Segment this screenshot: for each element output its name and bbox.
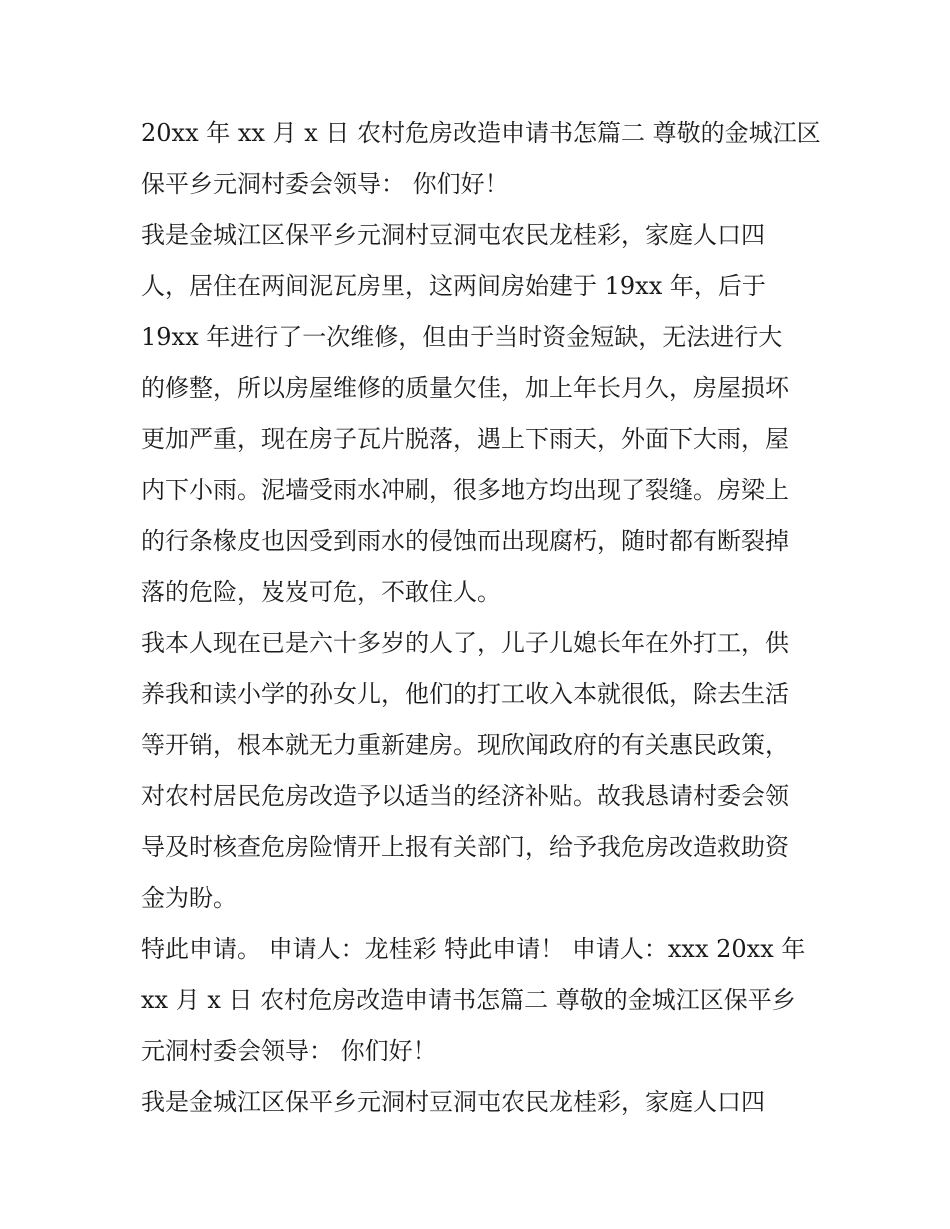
- text-line: 养我和读小学的孙女儿，他们的打工收入本就很低，除去生活: [141, 680, 789, 708]
- text-line: 等开销，根本就无力重新建房。现欣闻政府的有关惠民政策，: [141, 731, 789, 759]
- text-line: 我是金城江区保平乡元洞村豆洞屯农民龙桂彩，家庭人口四: [141, 1088, 765, 1116]
- text-line: 的行条椽皮也因受到雨水的侵蚀而出现腐朽，随时都有断裂掉: [141, 527, 789, 555]
- text-line: 落的危险，岌岌可危，不敢住人。: [141, 578, 501, 606]
- text-line: 我本人现在已是六十多岁的人了，儿子儿媳长年在外打工，供: [141, 629, 789, 657]
- text-line: 对农村居民危房改造予以适当的经济补贴。故我恳请村委会领: [141, 782, 789, 810]
- text-line: 导及时核查危房险情开上报有关部门，给予我危房改造救助资: [141, 833, 789, 861]
- text-line: 内下小雨。泥墙受雨水冲刷，很多地方均出现了裂缝。房梁上: [141, 476, 789, 504]
- document-body: [141, 108, 821, 1128]
- text-line: 19xx 年进行了一次维修，但由于当时资金短缺，无法进行大: [141, 323, 783, 351]
- text-line: 我是金城江区保平乡元洞村豆洞屯农民龙桂彩，家庭人口四: [141, 221, 765, 249]
- text-line: xx 月 x 日 农村危房改造申请书怎篇二 尊敬的金城江区保平乡: [141, 986, 796, 1014]
- text-line: 人，居住在两间泥瓦房里，这两间房始建于 19xx 年，后于: [141, 272, 766, 300]
- text-line: 的修整，所以房屋维修的质量欠佳，加上年长月久，房屋损坏: [141, 374, 789, 402]
- text-line: 20xx 年 xx 月 x 日 农村危房改造申请书怎篇二 尊敬的金城江区: [141, 119, 821, 147]
- text-line: 特此申请。 申请人：龙桂彩 特此申请！ 申请人：xxx 20xx 年: [141, 935, 806, 963]
- text-line: 更加严重，现在房子瓦片脱落，遇上下雨天，外面下大雨，屋: [141, 425, 789, 453]
- text-line: 金为盼。: [141, 884, 237, 912]
- text-line: 元洞村委会领导： 你们好！: [141, 1037, 437, 1065]
- text-line: 保平乡元洞村委会领导： 你们好！: [141, 170, 509, 198]
